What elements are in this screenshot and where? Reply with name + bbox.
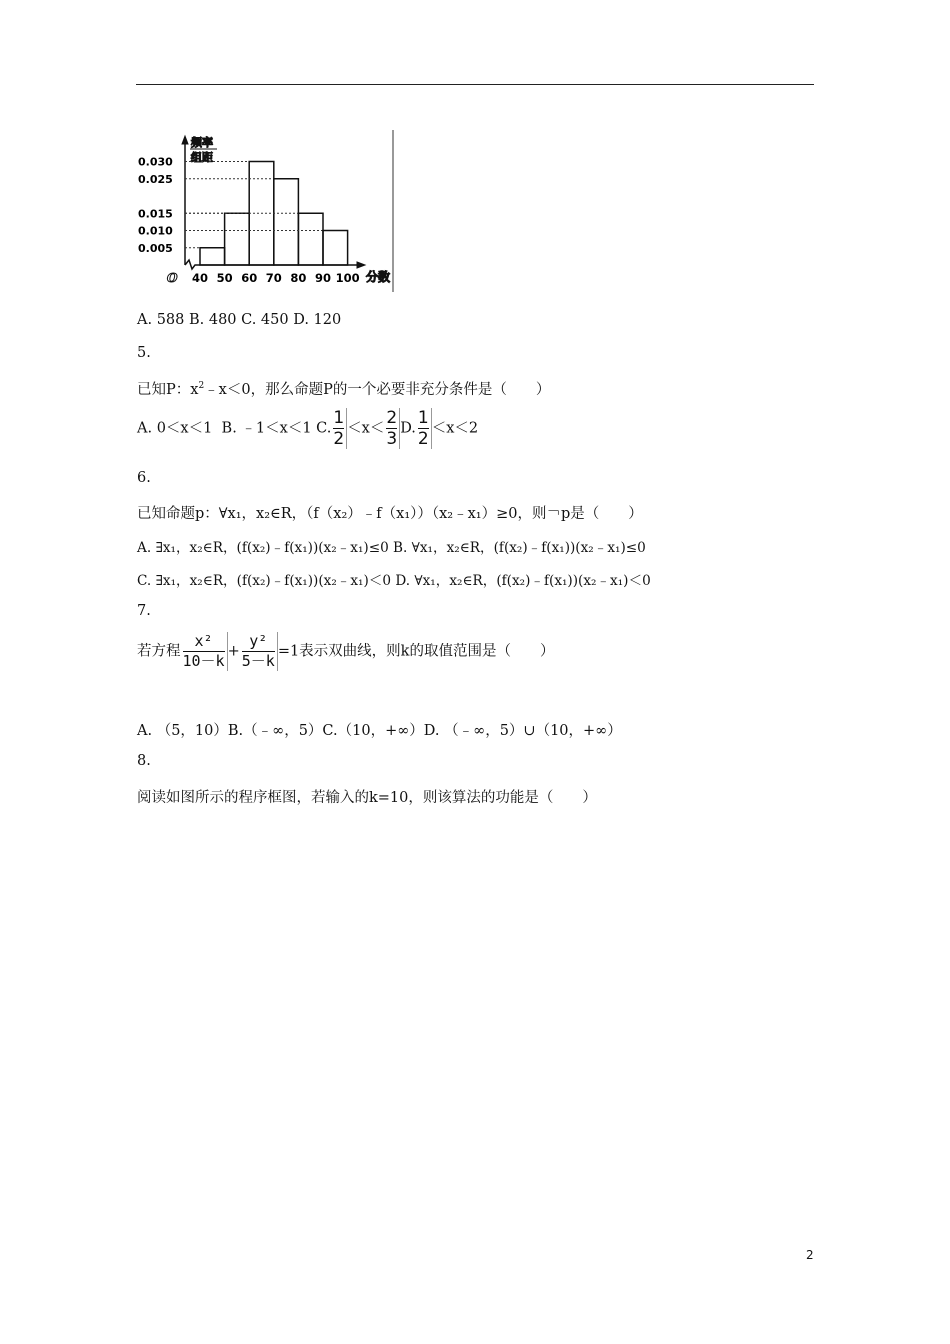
y-tick-label: 0.010 (138, 224, 173, 238)
y-tick-label: 0.015 (138, 207, 173, 221)
origin-label: O (167, 271, 178, 285)
histogram-bar (323, 231, 348, 266)
q5-number: 5. (137, 345, 151, 361)
y-tick-label: 0.005 (138, 241, 173, 255)
fraction-y-squared: $\frac{\text{y²}}{5-k}$ (240, 632, 278, 671)
q6-options-ab: A. ∃x₁，x₂∈R，(f(x₂)﹣f(x₁))(x₂﹣x₁)≤0 B. ∀x₁，x₂∈R，(f(x₂)﹣f(x₁))(x₂﹣x₁)≤0 (137, 540, 646, 556)
ylabel-bottom: 组距 (191, 151, 213, 164)
y-tick-label: 0.030 (138, 155, 173, 169)
x-tick-label: 60 (241, 271, 258, 285)
xlabel: 分数 (366, 270, 391, 284)
ylabel-top: 频率 (191, 136, 213, 149)
q7-number: 7. (137, 603, 151, 619)
q6-options-cd: C. ∃x₁，x₂∈R，(f(x₂)﹣f(x₁))(x₂﹣x₁)＜0 D. ∀x₁，x₂∈R，(f(x₂)﹣f(x₁))(x₂﹣x₁)＜0 (137, 573, 651, 589)
fraction-x-squared: $\frac{\text{x²}}{10-k}$ (181, 632, 228, 671)
q8-number: 8. (137, 753, 151, 769)
x-tick-label: 90 (314, 271, 332, 285)
header-rule (136, 84, 814, 85)
q5-stem: 已知P：$x^2﹣x<0$，那么命题P的一个必要非充分条件是（ ） (137, 381, 551, 398)
histogram-bar (200, 248, 225, 265)
q4-options: A. 588 B. 480 C. 450 D. 120 (137, 312, 342, 328)
y-tick-label: 0.025 (138, 172, 173, 186)
histogram-bar (274, 179, 299, 265)
y-axis-arrow (182, 136, 188, 144)
x-tick-label: 80 (290, 271, 307, 285)
frequency-histogram (135, 130, 395, 292)
q5-options: A. 0＜x＜1 B. ﹣1＜x＜1 C. $\frac{1}{2}$ ＜x＜ $\frac{2}{3}$ D. $\frac{1}{2}$ ＜x＜2 (137, 408, 479, 449)
q7-stem: 若方程 $\frac{\text{x²}}{10-k}$ + $\frac{\text{y²}}{5-k}$ =1表示双曲线，则k的取值范围是（ ） (137, 632, 555, 670)
fraction-two-thirds: $\frac{2}{3}$ (384, 408, 400, 449)
fraction-one-half: $\frac{1}{2}$ (331, 408, 347, 449)
histogram-bar (225, 213, 250, 265)
page-number: 2 (806, 1248, 814, 1262)
x-tick-label: 40 (191, 271, 209, 285)
x-tick-label: 50 (216, 271, 233, 285)
x-tick-label: 70 (265, 271, 282, 285)
x-tick-label: 100 (335, 271, 360, 285)
q8-stem: 阅读如图所示的程序框图，若输入的k=10，则该算法的功能是（ ） (137, 790, 597, 806)
x-axis-arrow (357, 262, 365, 268)
q6-number: 6. (137, 470, 151, 486)
q7-options: A. （5，10）B.（﹣∞，5）C.（10，+∞）D. （﹣∞，5）∪（10，+∞） (137, 723, 622, 739)
fraction-one-half-d: $\frac{1}{2}$ (416, 408, 432, 449)
histogram-bar (298, 213, 323, 265)
q6-stem: 已知命题p：∀x₁，x₂∈R，（f（x₂）﹣f（x₁））（x₂﹣x₁）≥0，则￢p是（ ） (137, 506, 643, 522)
